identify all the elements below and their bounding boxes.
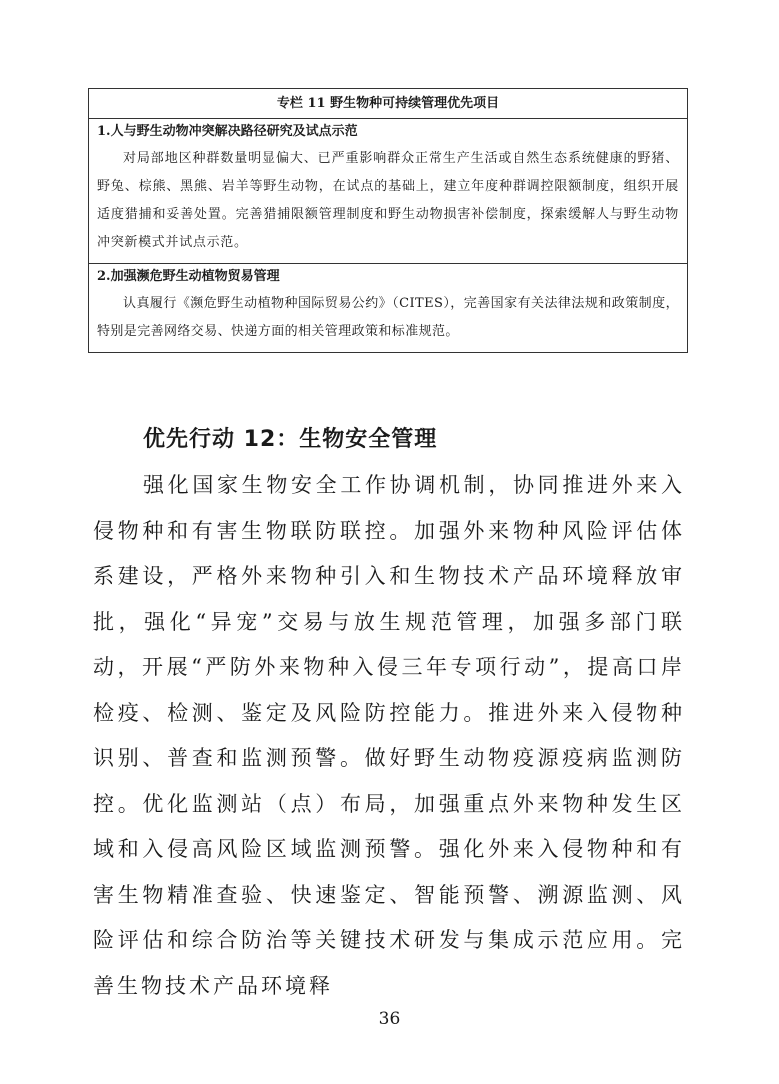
section-heading: 优先行动 12：生物安全管理 [143, 427, 438, 452]
box-title: 专栏 11 野生物种可持续管理优先项目 [89, 89, 687, 119]
box-section-1-body: 对局部地区种群数量明显偏大、已严重影响群众正常生产生活或自然生态系统健康的野猪、野兔、棕熊、黑熊、岩羊等野生动物，在试点的基础上，建立年度种群调控限额制度，组织开展适度猎捕和妥善处置。完善猎捕限额管理制度和野生动物损害补偿制度，探索缓解人与野生动物冲突新模式并试点示范。 [97, 151, 679, 250]
body-paragraph: 强化国家生物安全工作协调机制，协同推进外来入侵物种和有害生物联防联控。加强外来物种风险评估体系建设，严格外来物种引入和生物技术产品环境释放审批，强化“异宠”交易与放生规范管理，加强多部门联动，开展“严防外来物种入侵三年专项行动”，提高口岸检疫、检测、鉴定及风险防控能力。推进外来入侵物种识别、普查和监测预警。做好野生动物疫源疫病监测防控。优化监测站（点）布局，加强重点外来物种发生区域和入侵高风险区域监测预警。强化外来入侵物种和有害生物精准查验、快速鉴定、智能预警、溯源监测、风险评估和综合防治等关键技术研发与集成示范应用。完善生物技术产品环境释 [93, 473, 685, 998]
page-number: 36 [378, 1009, 401, 1029]
priority-projects-box [88, 88, 688, 353]
box-section-2-body: 认真履行《濒危野生动植物种国际贸易公约》（CITES），完善国家有关法律法规和政策制度，特别是完善网络交易、快递方面的相关管理政策和标准规范。 [97, 296, 679, 339]
box-section-2-heading: 2.加强濒危野生动植物贸易管理 [97, 269, 280, 284]
box-section-1-heading: 1.人与野生动物冲突解决路径研究及试点示范 [97, 124, 358, 139]
